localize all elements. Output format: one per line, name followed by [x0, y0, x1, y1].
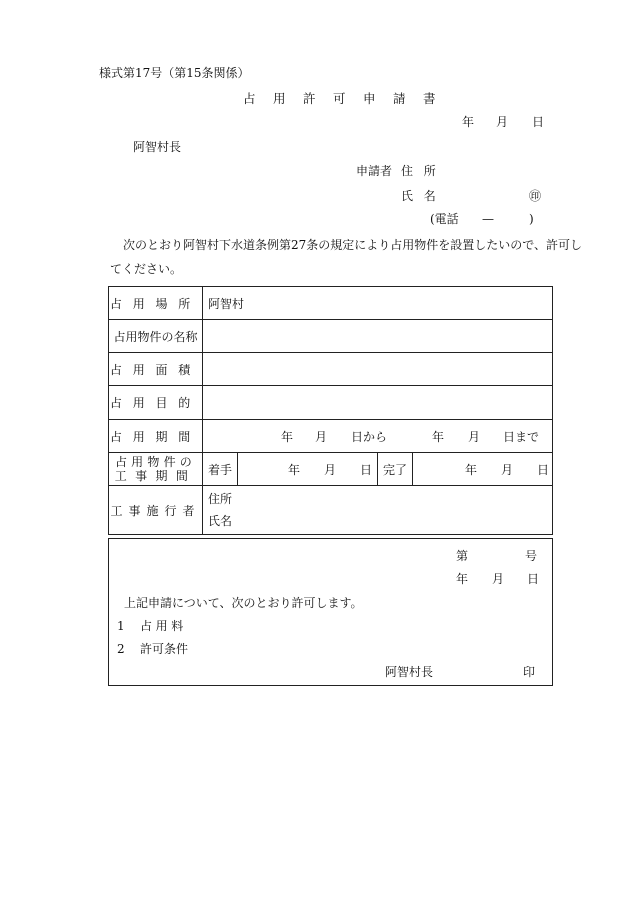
- row-value-cell[interactable]: [203, 353, 552, 385]
- permit-section: [108, 538, 553, 686]
- construction-label: [109, 453, 203, 485]
- period-to-year: 年: [432, 430, 445, 444]
- addressee: 阿智村長: [133, 140, 182, 154]
- period-from-year: 年: [281, 430, 294, 444]
- phone-dash: —: [482, 212, 494, 226]
- date-month: 月: [496, 115, 509, 129]
- permit-number-prefix: 第: [456, 549, 469, 563]
- row-label: 占用物件の名称: [109, 320, 203, 352]
- permit-date-day: 日: [527, 572, 540, 586]
- period-row: [109, 420, 552, 453]
- contractor-value-cell[interactable]: [203, 486, 552, 534]
- construction-value: [203, 453, 552, 485]
- construction-label-line-1: 占用物件の: [114, 455, 196, 469]
- row-value-cell[interactable]: [203, 386, 552, 419]
- permit-statement: 上記申請について、次のとおり許可します。: [124, 596, 363, 610]
- period-from-month: 月: [315, 430, 328, 444]
- construction-row: [109, 453, 552, 486]
- date-year: 年: [462, 115, 475, 129]
- end-year: 年: [465, 463, 478, 477]
- row-label: 占用場所: [109, 287, 203, 319]
- permit-date-month: 月: [492, 572, 505, 586]
- row-value-cell[interactable]: [203, 287, 552, 319]
- row-label: 占用目的: [109, 386, 203, 419]
- phone-label: (電話: [430, 212, 459, 226]
- table-row: [109, 287, 552, 320]
- permit-item-2-number: 2: [117, 642, 125, 656]
- phone-close: ): [529, 212, 534, 226]
- construction-label-line-2: 工事期間: [114, 469, 197, 483]
- row-value-cell[interactable]: [203, 320, 552, 352]
- period-label: 占用期間: [109, 420, 203, 452]
- row-label: 占用面積: [109, 353, 203, 385]
- body-line-2: てください。: [110, 262, 183, 276]
- permit-date-year: 年: [456, 572, 469, 586]
- form-number: 様式第17号（第15条関係）: [99, 66, 250, 80]
- seal-mark: ㊞: [529, 189, 542, 203]
- contractor-label: 工事施行者: [109, 486, 203, 534]
- contractor-name-label: 氏名: [208, 514, 233, 528]
- permit-item-2-text: 許可条件: [140, 642, 189, 656]
- end-label: 完了: [378, 453, 413, 485]
- end-day: 日: [537, 463, 550, 477]
- permit-number-suffix: 号: [525, 549, 538, 563]
- permit-seal: 印: [523, 665, 536, 679]
- contractor-address-label: 住所: [208, 492, 233, 506]
- period-to: 日まで: [503, 430, 540, 444]
- table-row: [109, 386, 552, 420]
- period-value-cell[interactable]: [203, 420, 552, 452]
- document-title: 占用許可申請書: [243, 91, 454, 106]
- start-day: 日: [360, 463, 373, 477]
- period-from: 日から: [351, 430, 388, 444]
- applicant-name-label: 氏名: [401, 189, 447, 203]
- start-year: 年: [288, 463, 301, 477]
- contractor-row: [109, 486, 552, 534]
- start-label: 着手: [203, 453, 238, 485]
- permit-item-1-number: 1: [117, 619, 125, 633]
- end-month: 月: [501, 463, 514, 477]
- start-month: 月: [324, 463, 337, 477]
- application-table: [108, 286, 553, 535]
- date-day: 日: [532, 115, 545, 129]
- table-row: [109, 320, 552, 353]
- permit-item-1-text: 占用料: [140, 619, 187, 633]
- applicant-role: 申請者: [356, 164, 393, 178]
- period-to-month: 月: [468, 430, 481, 444]
- applicant-address-label: 住所: [401, 164, 447, 178]
- permit-issuer: 阿智村長: [385, 665, 434, 679]
- start-date-cell[interactable]: [238, 453, 378, 485]
- table-row: [109, 353, 552, 386]
- body-line-1: 次のとおり阿智村下水道条例第27条の規定により占用物件を設置したいので、許可し: [123, 238, 583, 252]
- row-value: 阿智村: [208, 297, 245, 311]
- end-date-cell[interactable]: [413, 453, 554, 485]
